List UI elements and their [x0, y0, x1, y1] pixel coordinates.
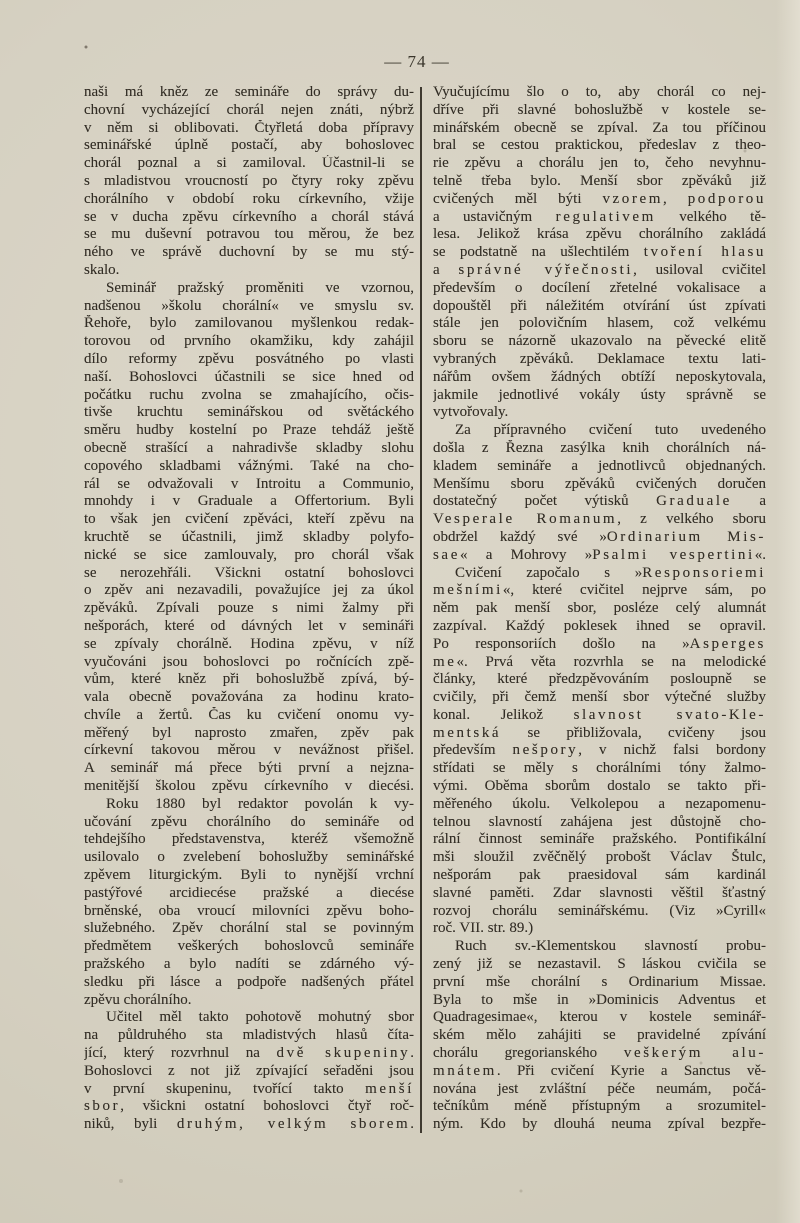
text-line: s mladistvou vroucností po čtyry roky zpěvu [84, 172, 414, 189]
text-line: chovní vycházející chorál nejen znáti, nýbrž [84, 101, 414, 118]
text-line: došla z Řezna zasýlka knih chorálních ná- [433, 439, 766, 456]
text-line: ným. Kdo by dlouhá neuma zpíval bezpře- [433, 1116, 766, 1133]
text-line: Quadragesimae«, kterou v kostele seminář- [433, 1009, 766, 1026]
text-line: obdržel každý své »Ordinarium Mis- [433, 528, 766, 545]
text-line: vými. Oběma sborům dostalo se takto při- [433, 778, 766, 795]
text-line: ském mělo zahájiti se pravidelné zpívání [433, 1027, 766, 1044]
paper-speckles [0, 0, 2, 2]
text-line: něm pak menší sbor, posléze celý alumnát [433, 600, 766, 617]
text-line: slavné paměti. Zdar slavnosti věštil šťastný [433, 884, 766, 901]
letterspaced-emphasis: Ordinarium Mis- [606, 528, 766, 545]
text-line: pražského a bylo nadíti se zdárného vý- [84, 956, 414, 973]
letterspaced-emphasis: druhým, velkým sborem [176, 1116, 411, 1133]
text-line: Po responsoriích došlo na »Asperges [433, 635, 766, 652]
text-line: jakmile jednotlivé vokály ústy správně se [433, 386, 766, 403]
text-line: v první skupeninu, tvořící takto menší [84, 1080, 414, 1097]
text-line: vybraných zpěváků. Deklamace textu lati- [433, 350, 766, 367]
text-line: zazpíval. Každý poklesek ihned se opravil. [433, 617, 766, 634]
text-line: Roku 1880 byl redaktor povolán k vy- [106, 795, 414, 812]
text-line: zpěváků. Zpívali pouze s nimi žalmy při [84, 600, 414, 617]
text-line: brněnské, oba vroucí milovníci zpěvu boho- [84, 902, 414, 919]
letterspaced-emphasis: mešními [433, 582, 503, 599]
text-line: copového skladbami vážnými. Také na cho- [84, 457, 414, 474]
text-line: nována jest zvláštní péče neumám, počá- [433, 1080, 766, 1097]
text-line: mši sloužil zvěčnělý probošt Václav Štulc, [433, 849, 766, 866]
text-line: mnohdy i v Graduale a Offertorium. Byli [84, 493, 414, 510]
text-line: tečníkům méně přístupným a srozumitel- [433, 1098, 766, 1115]
text-line: naší. Bohoslovci účastnili se sice hned od [84, 368, 414, 385]
text-line: cvičily, při čemž menší sbor výtečné služby [433, 689, 766, 706]
text-line: cvičených měl býti vzorem, podporou [433, 190, 766, 207]
text-line: se podstatně na ušlechtilém tvoření hlasu [433, 244, 766, 261]
letterspaced-emphasis: tvoření hlasu [643, 244, 766, 261]
text-line: Seminář pražský proměniti ve vzornou, [106, 279, 414, 296]
text-line: nické se sice zamlouvaly, pro chorál však [84, 546, 414, 563]
text-line: směru hudby kostelní po Praze tehdáž ještě [84, 422, 414, 439]
page-edge-shading [776, 0, 800, 1223]
text-line: o zpěv ani nezavadili, považujíce jej za úkol [84, 582, 414, 599]
text-line: měřený byl naprosto zmařen, zpěv pak [84, 724, 414, 741]
text-line: mnátem. Při cvičení Kyrie a Sanctus vě- [433, 1062, 766, 1079]
text-line: články, které předzpěvováním posloupně se [433, 671, 766, 688]
text-line: kruchtě se účastnili, jimž skladby polyfo- [84, 528, 414, 545]
letterspaced-emphasis: podporou [687, 190, 766, 207]
text-line: usilovalo o zvelebení bohoslužby seminářské [84, 849, 414, 866]
text-line: Vyučujícímu šlo o to, aby chorál co nej- [433, 84, 766, 100]
text-line: služebného. Zpěv chorální stal se povinným [84, 920, 414, 937]
text-line: dostatečný počet výtisků Graduale a [433, 493, 766, 510]
letterspaced-emphasis: Psalmi vespertini [592, 546, 755, 563]
letterspaced-emphasis: slavnost svato-Kle- [573, 706, 766, 723]
text-line: počátku ruchu zvolna se zmahajícího, očis- [84, 386, 414, 403]
text-line: měřeného úkolu. Velkolepou a nezapomenu- [433, 795, 766, 812]
text-line: seminářské úplně postačí, aby bohoslovec [84, 137, 414, 154]
text-line: nešporách, které od dávných let v semináři [84, 617, 414, 634]
text-line: zpěvem liturgickým. Byli to nynější vrchní [84, 867, 414, 884]
letterspaced-emphasis: regulativem [555, 208, 656, 225]
text-line: niků, byli druhým, velkým sborem. [84, 1116, 414, 1133]
text-line: naši má kněz ze semináře do správy du- [84, 84, 414, 100]
text-line: sledku při lásce a podpoře nadšených přátel [84, 973, 414, 990]
text-line: Učitel měl takto pohotově mohutný sbor [106, 1009, 414, 1026]
text-column-right [433, 84, 766, 1134]
text-line: se zpívaly chorálně. Hodina zpěvu, v níž [84, 635, 414, 652]
text-line: rie zpěvu a chorálu jen to, čeho nevyhnu- [433, 155, 766, 172]
text-line: menitější školou zpěvu církevního v diecési. [84, 778, 414, 795]
text-line: rozvoj chorálu seminářskému. (Viz »Cyrill« [433, 902, 766, 919]
text-line: pastýřové arcidiecése pražské a diecése [84, 884, 414, 901]
letterspaced-emphasis: Graduale [656, 493, 732, 510]
text-line: dříve při slavné bohoslužbě v kostele se- [433, 101, 766, 118]
letterspaced-emphasis: Asperges [689, 635, 766, 652]
text-line: chorálního v období roku církevního, vžije [84, 190, 414, 207]
text-line: nešporám pak praesidoval sám kardinál [433, 867, 766, 884]
text-line: mešními«, které cvičitel nejprve sám, po [433, 582, 766, 599]
text-line: Cvičení započalo s »Responsoriemi [455, 564, 766, 581]
text-line: lesa. Jelikož krása zpěvu chorálního zakládá [433, 226, 766, 243]
text-line: učování zpěvu chorálního do semináře od [84, 813, 414, 830]
page-number: — 74 — [384, 52, 450, 71]
text-line: církevní takovou měrou v nevážnost přišel. [84, 742, 414, 759]
text-line: chorálu gregorianského veškerým alu- [433, 1045, 766, 1062]
text-line: zený již se nezastavil. S láskou cvičila se [433, 956, 766, 973]
text-line: nářům ovšem žádných obtíží neposkytovala, [433, 368, 766, 385]
text-line: na půldruhého sta mladistvých hlasů číta- [84, 1027, 414, 1044]
text-line: a správné výřečnosti, usiloval cvičitel [433, 261, 766, 278]
text-line: chorál poznal a si zamiloval. Účastnil-li se [84, 155, 414, 172]
text-line: vytvořovaly. [433, 404, 509, 421]
text-line: stále jen polovičním hlasem, což velkému [433, 315, 766, 332]
text-line: Bohoslovci z not již zpívající seřaděni jsou [84, 1062, 414, 1079]
text-line: kladem semináře a jednotlivců objednaných. [433, 457, 766, 474]
text-line: ného ve správě duchovní by se mu stý- [84, 244, 414, 261]
text-line: dopouštěl při náležitém otvírání úst zpívati [433, 297, 766, 314]
text-line: první mše chorální s Ordinarium Missae. [433, 973, 766, 990]
letterspaced-emphasis: nešpory [512, 742, 579, 759]
letterspaced-emphasis: mentská [433, 724, 502, 741]
text-line: především o docílení zřetelné vokalisace a [433, 279, 766, 296]
text-line: Řehoře, bylo zamilovanou myšlenkou redak- [84, 315, 414, 332]
letterspaced-emphasis: Responsoriemi [642, 564, 766, 581]
text-line: rál se odvažovali v Introitu a Communio, [84, 475, 414, 492]
text-line: zpěvu chorálního. [84, 991, 192, 1008]
text-line: roč. VII. str. 89.) [433, 920, 534, 937]
text-line: sae« a Mohrovy »Psalmi vespertini«. [433, 546, 766, 563]
text-line: dílo reformy zpěvu posvátného po vlasti [84, 350, 414, 367]
text-line: torovou od prvního okamžiku, kdy zahájil [84, 333, 414, 350]
text-line: bral se cestou praktickou, předeslav z theo- [433, 137, 766, 154]
text-line: to však jen cvičení zpěváci, kteří zpěvu na [84, 511, 414, 528]
text-line: se nerozehřáli. Všickni ostatní bohoslovci [84, 564, 414, 581]
letterspaced-emphasis: mnátem [433, 1062, 497, 1079]
text-line: vům, které kněz při bohoslužbě zpívá, bý- [84, 671, 414, 688]
text-line: sboru se názorně ukazovalo na pěvecké elitě [433, 333, 766, 350]
letterspaced-emphasis: sbor [84, 1098, 121, 1115]
column-divider-rule [420, 87, 422, 1133]
letterspaced-emphasis: dvě skupeniny [276, 1045, 411, 1062]
letterspaced-emphasis: veškerým alu- [623, 1045, 766, 1062]
text-line: minářském obecně se zpíval. Za tou příčinou [433, 119, 766, 136]
text-line: Ruch sv.-Klementskou slavností probu- [455, 938, 766, 955]
text-line: předmětem veškerých bohoslovců semináře [84, 938, 414, 955]
text-line: Za přípravného cvičení tuto uvedeného [455, 422, 766, 439]
text-line: se v ducha zpěvu církevního a chorál stává [84, 208, 414, 225]
letterspaced-emphasis: me [433, 653, 457, 670]
letterspaced-emphasis: správné výřečnosti [458, 261, 634, 278]
text-line: A seminář má přece býti první a nejzna- [84, 760, 414, 777]
text-column-left [84, 84, 414, 1134]
text-line: telně třeba bylo. Menší sbor zpěváků již [433, 172, 766, 189]
text-line: tehdejšího představenstva, kteréž všemožně [84, 831, 414, 848]
letterspaced-emphasis: vzorem [602, 190, 664, 207]
letterspaced-emphasis: menší [365, 1080, 414, 1097]
text-line: chvíle a žertů. Čas ku cvičení onomu vy- [84, 706, 414, 723]
text-line: Byla to mše in »Dominicis Adventus et [433, 991, 766, 1008]
text-line: a ustavičným regulativem velkého tě- [433, 208, 766, 225]
text-line: jící, který rozvrhnul na dvě skupeniny. [84, 1045, 414, 1062]
text-line: střídati se měly s chorálními tóny žalmo- [433, 760, 766, 777]
text-line: mentská se přibližovala, cvičeny jsou [433, 724, 766, 741]
text-line: tivše kruchtu seminářskou od světáckého [84, 404, 414, 421]
text-line: nadšenou »školu chorální« ve smyslu sv. [84, 297, 414, 314]
letterspaced-emphasis: sae [433, 546, 460, 563]
text-line: Vesperale Romanum, z velkého sboru [433, 511, 766, 528]
text-line: konal. Jelikož slavnost svato-Kle- [433, 706, 766, 723]
text-line: telnou slavností zahájena jest důstojně cho- [433, 813, 766, 830]
text-line: se mu duševní potravou tou měrou, že bez [84, 226, 414, 243]
text-line: me«. Prvá věta rozvrhla se na melodické [433, 653, 766, 670]
text-line: vala obecně považována za hodinu krato- [84, 689, 414, 706]
text-line: rální činnost semináře pražského. Pontifikální [433, 831, 766, 848]
text-line: obecně strašící a nahradivše skladby slohu [84, 439, 414, 456]
text-line: Menšímu sboru zpěváků cvičených doručen [433, 475, 766, 492]
text-line: v něm si oblibovati. Čtyřletá doba přípravy [84, 119, 414, 136]
text-line: skalo. [84, 261, 120, 278]
letterspaced-emphasis: Vesperale Romanum [433, 511, 618, 528]
text-line: sbor, všickni ostatní bohoslovci čtyř roč- [84, 1098, 414, 1115]
text-line: především nešpory, v nichž falsi bordony [433, 742, 766, 759]
text-line: vyučováni jsou bohoslovci po ročnících zpě- [84, 653, 414, 670]
